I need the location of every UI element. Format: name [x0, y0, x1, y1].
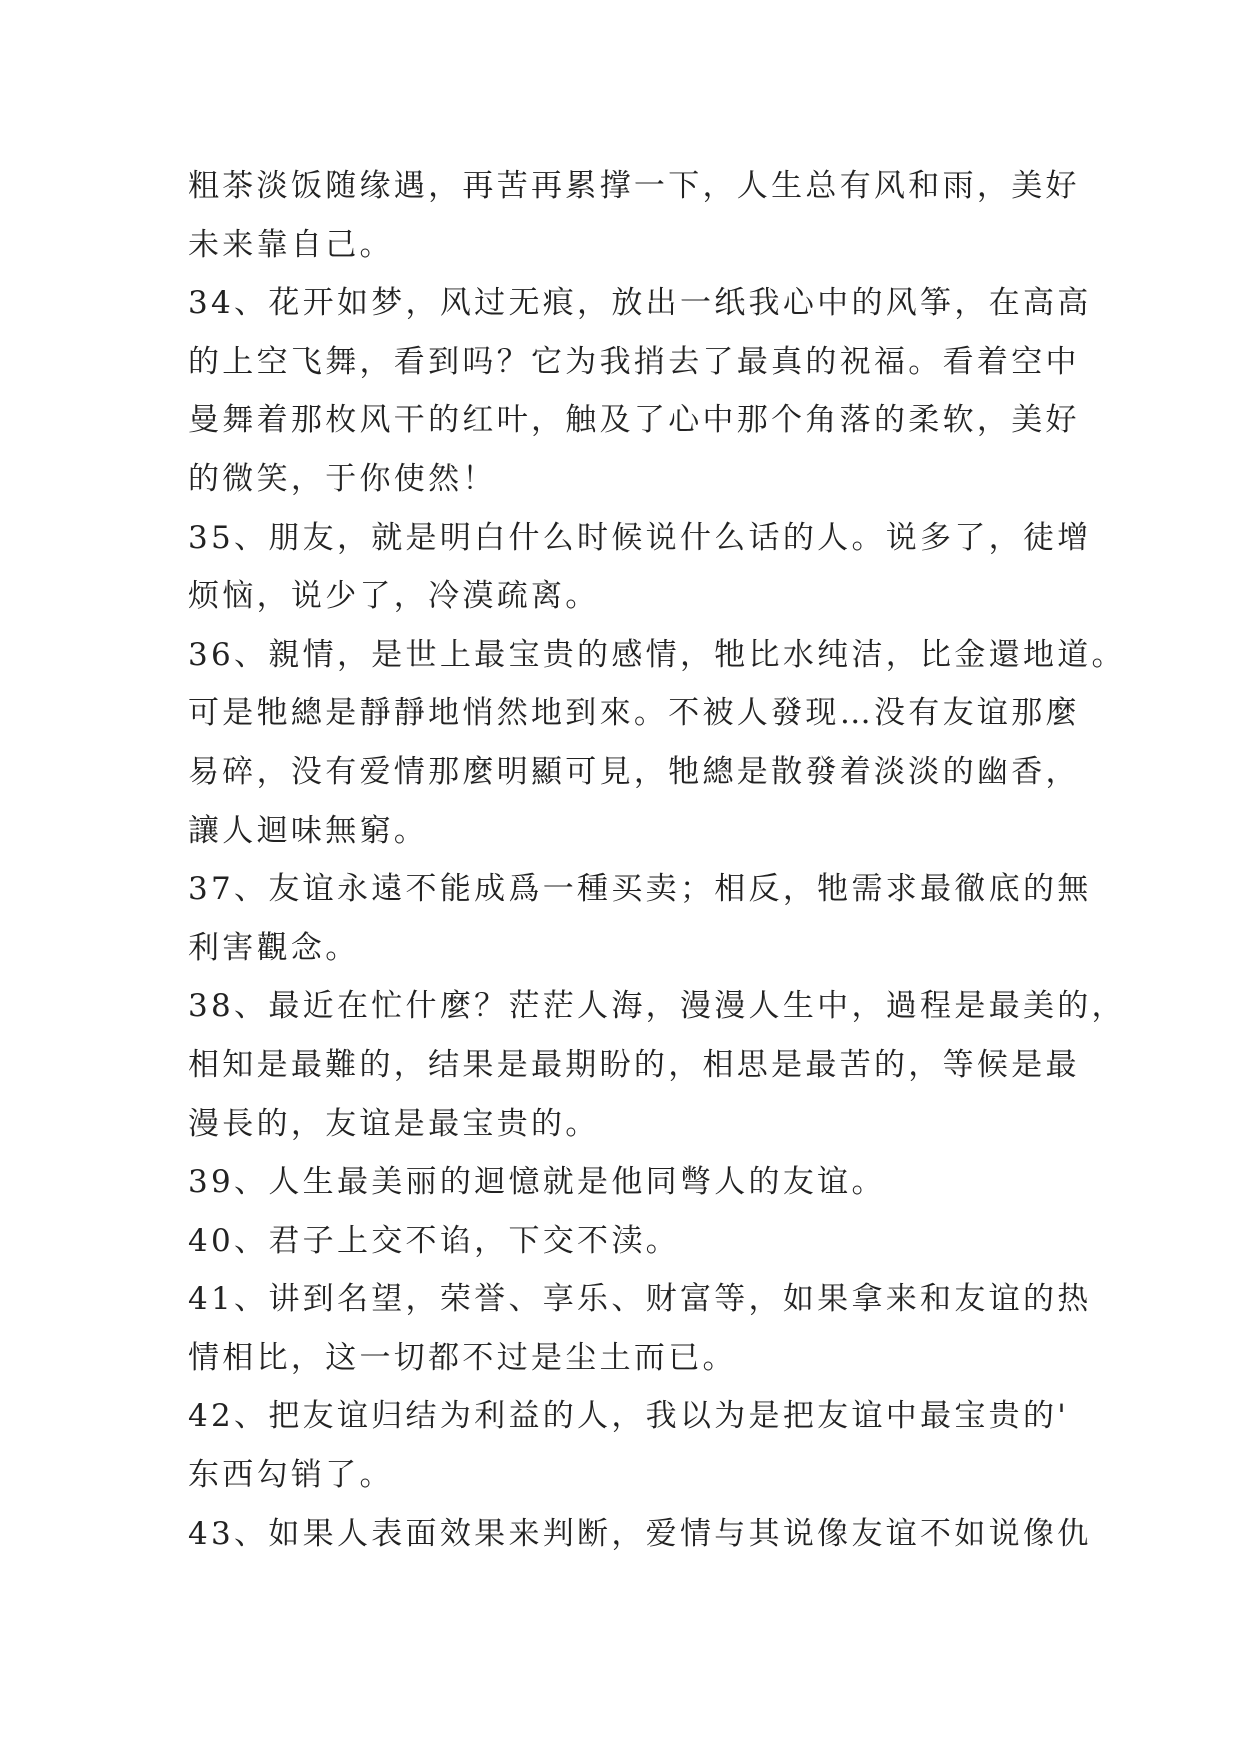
text-line: 未来靠自己。 [188, 226, 394, 263]
text-line: 43、如果人表面效果来判断，爱情与其说像友谊不如说像仇 [188, 1515, 1092, 1552]
text-line: 漫長的，友谊是最宝贵的。 [188, 1105, 600, 1142]
document-body [188, 157, 1126, 1563]
text-line: 粗茶淡饭随缘遇，再苦再累撑一下，人生总有风和雨，美好 [188, 168, 1080, 204]
text-line: 情相比，这一切都不过是尘土而已。 [188, 1339, 737, 1376]
text-line: 40、君子上交不谄，下交不渎。 [188, 1222, 680, 1259]
text-line: 烦恼，说少了，冷漠疏离。 [188, 578, 600, 615]
text-line: 易碎，没有爱情那麼明顯可見，牠總是散發着淡淡的幽香， [188, 753, 1080, 790]
text-line: 39、人生最美丽的迴憶就是他同彆人的友谊。 [188, 1164, 886, 1201]
text-line: 的上空飞舞，看到吗？它为我捎去了最真的祝福。看着空中 [188, 343, 1080, 380]
text-line: 利害觀念。 [188, 929, 360, 966]
text-line: 41、讲到名望，荣誉、享乐、财富等，如果拿来和友谊的热 [188, 1281, 1092, 1318]
text-line: 34、花开如梦，风过无痕，放出一纸我心中的风筝，在高高 [188, 285, 1092, 322]
text-line: 36、親情，是世上最宝贵的感情，牠比水纯洁，比金還地道。 [188, 636, 1126, 673]
text-line: 曼舞着那枚风干的红叶，触及了心中那个角落的柔软，美好 [188, 402, 1080, 439]
text-line: 讓人迴味無窮。 [188, 812, 429, 849]
text-line: 42、把友谊归结为利益的人，我以为是把友谊中最宝贵的' [188, 1398, 1070, 1435]
text-line: 的微笑，于你使然！ [188, 460, 497, 497]
text-line: 可是牠總是靜靜地悄然地到來。不被人發现…没有友谊那麼 [188, 695, 1080, 732]
text-line: 38、最近在忙什麼？茫茫人海，漫漫人生中，過程是最美的， [188, 988, 1126, 1025]
text-line: 35、朋友，就是明白什么时候说什么话的人。说多了，徒增 [188, 519, 1092, 556]
text-line: 相知是最難的，结果是最期盼的，相思是最苦的，等候是最 [188, 1046, 1080, 1083]
text-line: 37、友谊永遠不能成爲一種买卖；相反，牠需求最徹底的無 [188, 871, 1092, 908]
text-line: 东西勾销了。 [188, 1457, 394, 1494]
